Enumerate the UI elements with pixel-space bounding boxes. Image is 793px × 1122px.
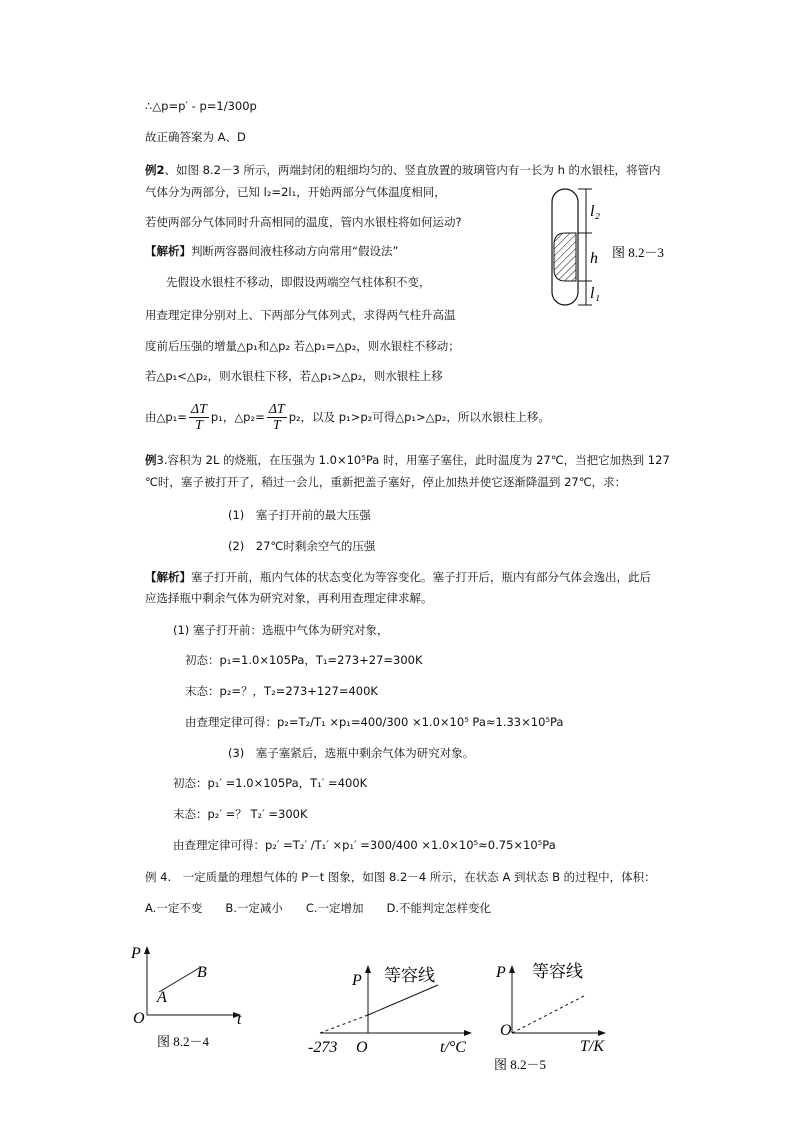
- axis-label-T-kelvin: T/K: [580, 1038, 605, 1055]
- analysis-label: 【解析】: [145, 570, 191, 584]
- text-span: 塞子打开前，瓶内气体的状态变化为等容变化。塞子打开后，瓶内有部分气体会逸出，此后: [191, 570, 651, 584]
- solution-line: 由查理定律可得：p₂′ =T₂′ /T₁′ ×p₁′ =300/400 ×1.0×10⁵≈0.75×10⁵Pa: [173, 838, 556, 852]
- text-line: 若△p₁<△p₂，则水银柱下移，若△p₁>△p₂，则水银柱上移: [145, 369, 443, 383]
- solution-line: 末态：p₂=？，T₂=273+127=400K: [185, 684, 378, 698]
- text-span: p₂，以及 p₁>p₂可得△p₁>△p₂，所以水银柱上移。: [288, 410, 550, 424]
- text-line: 气体分为两部分，已知 l₂=2l₁，开始两部分气体温度相同，: [145, 185, 446, 199]
- question-2: (2) 27℃时剩余空气的压强: [228, 539, 376, 553]
- axis-label-p: P: [496, 964, 506, 981]
- example-4-intro: 例 4. 一定质量的理想气体的 P－t 图象，如图 8.2－4 所示，在状态 A 到状态 B 的过程中，体积：: [145, 870, 656, 884]
- solution-line: (3) 塞子塞紧后，选瓶中剩余气体为研究对象。: [228, 746, 475, 760]
- isochoric-label: 等容线: [532, 962, 583, 982]
- solution-line: 初态：p₁=1.0×105Pa，T₁=273+27=300K: [185, 653, 423, 667]
- formula-line: [145, 400, 550, 434]
- origin-label: O: [500, 1022, 512, 1039]
- text-span: p₁，△p₂=: [210, 410, 265, 424]
- isochoric-label: 等容线: [384, 966, 435, 986]
- example-2-intro: [145, 162, 661, 178]
- isochoric-line: [512, 995, 586, 1033]
- text-span: 判断两容器间液柱移动方向常用“假设法”: [191, 244, 399, 258]
- solution-line: 初态：p₁′ =1.0×105Pa，T₁′ =400K: [173, 776, 368, 790]
- label-l2: l₂: [590, 203, 601, 220]
- text-line: 用查理定律分别对上、下两部分气体列式，求得两气柱升高温: [145, 308, 456, 322]
- label-l1: l₁: [590, 285, 601, 302]
- figure-caption: 图 8.2－3: [612, 245, 665, 260]
- text-span: 、如图 8.2－3 所示，两端封闭的粗细均匀的、竖直放置的玻璃管内有一长为 h 的水银柱，将管内: [164, 163, 661, 177]
- fraction-denominator: T: [195, 418, 203, 433]
- text-span: 3.容积为 2L 的烧瓶，在压强为 1.0×10⁵Pa 时，用塞子塞住，此时温度为 27℃，当把它加热到 127: [156, 453, 670, 467]
- fraction-numerator: ΔT: [268, 402, 285, 417]
- fraction-numerator: ΔT: [190, 402, 207, 417]
- text-line: 度前后压强的增量△p₁和△p₂ 若△p₁=△p₂，则水银柱不移动；: [145, 339, 460, 353]
- figure-8-2-5-pT: [490, 955, 625, 1075]
- text-line: ∴△p=p′ - p=1/300p: [145, 99, 257, 113]
- example-label: 例2: [145, 163, 165, 177]
- mercury-column: [554, 233, 576, 281]
- label-h: h: [590, 250, 598, 267]
- origin-label: O: [133, 1010, 145, 1027]
- extrapolation-line: [320, 1015, 368, 1033]
- answer-options: A.一定不变 B.一定减小 C.一定增加 D.不能判定怎样变化: [145, 901, 492, 915]
- state-b-label: B: [197, 964, 207, 981]
- solution-line: 末态：p₂′ =？ T₂′ =300K: [173, 807, 308, 821]
- text-line: 先假设水银柱不移动，即假设两端空气柱体积不变，: [166, 275, 431, 289]
- figure-caption: 图 8.2－5: [494, 1057, 547, 1072]
- analysis-line: [145, 243, 398, 259]
- analysis-line: [145, 569, 651, 585]
- text-span: 由△p₁=: [145, 410, 187, 424]
- text-line: 若使两部分气体同时升高相同的温度，管内水银柱将如何运动?: [145, 215, 462, 229]
- axis-label-t: t: [237, 1011, 242, 1028]
- fraction: [189, 402, 209, 433]
- solution-line: (1) 塞子打开前：选瓶中气体为研究对象，: [173, 623, 389, 637]
- text-line: ℃时，塞子被打开了，稍过一会儿，重新把盖子塞好，停止加热并使它逐渐降温到 27℃，求：: [145, 475, 627, 489]
- question-1: (1) 塞子打开前的最大压强: [228, 508, 371, 522]
- figure-caption: 图 8.2－4: [157, 1034, 210, 1049]
- figure-8-2-3: [540, 185, 680, 310]
- example-3-intro: [145, 452, 670, 468]
- text-line: 故正确答案为 A、D: [145, 130, 246, 144]
- axis-label-p: P: [352, 972, 362, 989]
- text-line: 应选择瓶中剩余气体为研究对象，再利用查理定律求解。: [145, 591, 433, 605]
- state-a-label: A: [157, 989, 167, 1006]
- example-label: 例: [145, 453, 157, 467]
- isochoric-line: [368, 985, 438, 1015]
- axis-label-p: P: [131, 945, 141, 962]
- figure-8-2-4: [125, 940, 255, 1055]
- origin-label: O: [356, 1039, 368, 1056]
- fraction: [267, 402, 287, 433]
- fraction-denominator: T: [272, 418, 281, 433]
- axis-label-t-celsius: t/°C: [440, 1039, 466, 1056]
- analysis-label: 【解析】: [145, 244, 191, 258]
- figure-8-2-5-pt: [300, 955, 490, 1060]
- solution-line: 由查理定律可得：p₂=T₂/T₁ ×p₁=400/300 ×1.0×10⁵ Pa≈1.33×10⁵Pa: [185, 715, 564, 729]
- neg-273-label: -273: [308, 1039, 338, 1056]
